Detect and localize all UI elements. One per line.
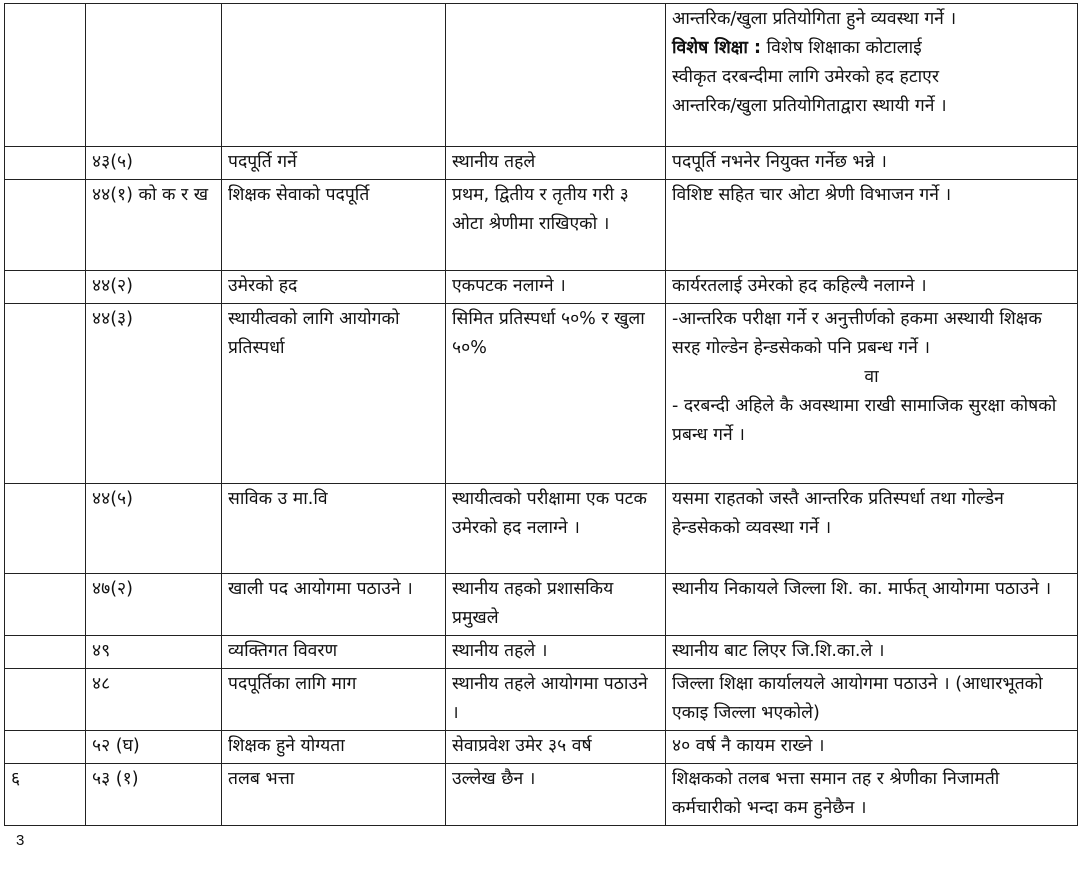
suggestion-option: - दरबन्दी अहिले कै अवस्थामा राखी सामाजिक सुरक्षा कोषको प्रबन्ध गर्ने । xyxy=(672,396,1057,445)
section-cell: ४८ xyxy=(86,669,222,731)
current-provision-cell: प्रथम, द्वितीय र तृतीय गरी ३ ओटा श्रेणीमा राखिएको । xyxy=(446,180,666,271)
subject-cell xyxy=(222,4,446,147)
suggestion-line: आन्तरिक/खुला प्रतियोगिताद्वारा स्थायी गर्ने । xyxy=(672,96,947,116)
section-cell: ४४(३) xyxy=(86,304,222,484)
suggestion-line: आन्तरिक/खुला प्रतियोगिता हुने व्यवस्था गर्ने । xyxy=(672,9,957,29)
serial-cell xyxy=(5,669,86,731)
current-provision-cell: स्थानीय तहले । xyxy=(446,636,666,669)
table-row xyxy=(5,484,1078,574)
table-row xyxy=(5,574,1078,636)
bold-label: विशेष शिक्षा : xyxy=(672,38,761,58)
subject-cell: पदपूर्तिका लागि माग xyxy=(222,669,446,731)
section-cell: ४७(२) xyxy=(86,574,222,636)
suggestion-line: स्वीकृत दरबन्दीमा लागि उमेरको हद हटाएर xyxy=(672,67,940,87)
suggestion-cell xyxy=(666,304,1078,484)
suggestion-cell: शिक्षकको तलब भत्ता समान तह र श्रेणीका निजामती कर्मचारीको भन्दा कम हुनेछैन । xyxy=(666,764,1078,826)
serial-cell xyxy=(5,574,86,636)
table-row xyxy=(5,764,1078,826)
serial-cell xyxy=(5,271,86,304)
serial-cell xyxy=(5,4,86,147)
page-number: 3 xyxy=(16,832,25,849)
current-provision-cell: एकपटक नलाग्ने । xyxy=(446,271,666,304)
suggestion-cell: कार्यरतलाई उमेरको हद कहिल्यै नलाग्ने । xyxy=(666,271,1078,304)
current-provision-cell: सिमित प्रतिस्पर्धा ५०% र खुला ५०% xyxy=(446,304,666,484)
suggestion-cell: पदपूर्ति नभनेर नियुक्त गर्नेछ भन्ने । xyxy=(666,147,1078,180)
subject-cell: तलब भत्ता xyxy=(222,764,446,826)
serial-cell xyxy=(5,180,86,271)
current-provision-cell: स्थायीत्वको परीक्षामा एक पटक उमेरको हद नलाग्ने । xyxy=(446,484,666,574)
section-cell: ४३(५) xyxy=(86,147,222,180)
suggestion-cell: जिल्ला शिक्षा कार्यालयले आयोगमा पठाउने । (आधारभूतको एकाइ जिल्ला भएकोले) xyxy=(666,669,1078,731)
current-provision-cell: सेवाप्रवेश उमेर ३५ वर्ष xyxy=(446,731,666,764)
serial-cell: ६ xyxy=(5,764,86,826)
subject-cell: शिक्षक हुने योग्यता xyxy=(222,731,446,764)
suggestion-cell: स्थानीय बाट लिएर जि.शि.का.ले । xyxy=(666,636,1078,669)
table-row xyxy=(5,4,1078,147)
table-row xyxy=(5,271,1078,304)
section-cell xyxy=(86,4,222,147)
comparison-table xyxy=(4,3,1078,826)
suggestion-cell: ४० वर्ष नै कायम राख्ने । xyxy=(666,731,1078,764)
serial-cell xyxy=(5,147,86,180)
subject-cell: स्थायीत्वको लागि आयोगको प्रतिस्पर्धा xyxy=(222,304,446,484)
subject-cell: शिक्षक सेवाको पदपूर्ति xyxy=(222,180,446,271)
serial-cell xyxy=(5,731,86,764)
current-provision-cell: स्थानीय तहले आयोगमा पठाउने । xyxy=(446,669,666,731)
section-cell: ५२ (घ) xyxy=(86,731,222,764)
subject-cell: व्यक्तिगत विवरण xyxy=(222,636,446,669)
subject-cell: साविक उ मा.वि xyxy=(222,484,446,574)
suggestion-text: विशेष शिक्षाका कोटालाई xyxy=(760,38,922,58)
table-row xyxy=(5,731,1078,764)
section-cell: ४४(५) xyxy=(86,484,222,574)
serial-cell xyxy=(5,484,86,574)
suggestion-cell: यसमा राहतको जस्तै आन्तरिक प्रतिस्पर्धा तथा गोल्डेन हेन्डसेकको व्यवस्था गर्ने । xyxy=(666,484,1078,574)
suggestion-cell xyxy=(666,4,1078,147)
table-row xyxy=(5,636,1078,669)
table-row xyxy=(5,180,1078,271)
current-provision-cell xyxy=(446,4,666,147)
current-provision-cell: स्थानीय तहको प्रशासकिय प्रमुखले xyxy=(446,574,666,636)
suggestion-line xyxy=(672,34,1071,63)
suggestion-cell: विशिष्ट सहित चार ओटा श्रेणी विभाजन गर्ने । xyxy=(666,180,1078,271)
section-cell: ५३ (१) xyxy=(86,764,222,826)
serial-cell xyxy=(5,304,86,484)
subject-cell: उमेरको हद xyxy=(222,271,446,304)
suggestion-option: -आन्तरिक परीक्षा गर्ने र अनुत्तीर्णको हकमा अस्थायी शिक्षक सरह गोल्डेन हेन्डसेकको पनि प्रबन्ध गर्ने । xyxy=(672,309,1042,358)
suggestion-cell: स्थानीय निकायले जिल्ला शि. का. मार्फत् आयोगमा पठाउने । xyxy=(666,574,1078,636)
current-provision-cell: उल्लेख छैन । xyxy=(446,764,666,826)
serial-cell xyxy=(5,636,86,669)
section-cell: ४४(१) को क र ख xyxy=(86,180,222,271)
subject-cell: खाली पद आयोगमा पठाउने । xyxy=(222,574,446,636)
current-provision-cell: स्थानीय तहले xyxy=(446,147,666,180)
table-row xyxy=(5,669,1078,731)
section-cell: ४४(२) xyxy=(86,271,222,304)
or-label: वा xyxy=(864,367,879,387)
table-row xyxy=(5,304,1078,484)
table-row xyxy=(5,147,1078,180)
section-cell: ४९ xyxy=(86,636,222,669)
subject-cell: पदपूर्ति गर्ने xyxy=(222,147,446,180)
